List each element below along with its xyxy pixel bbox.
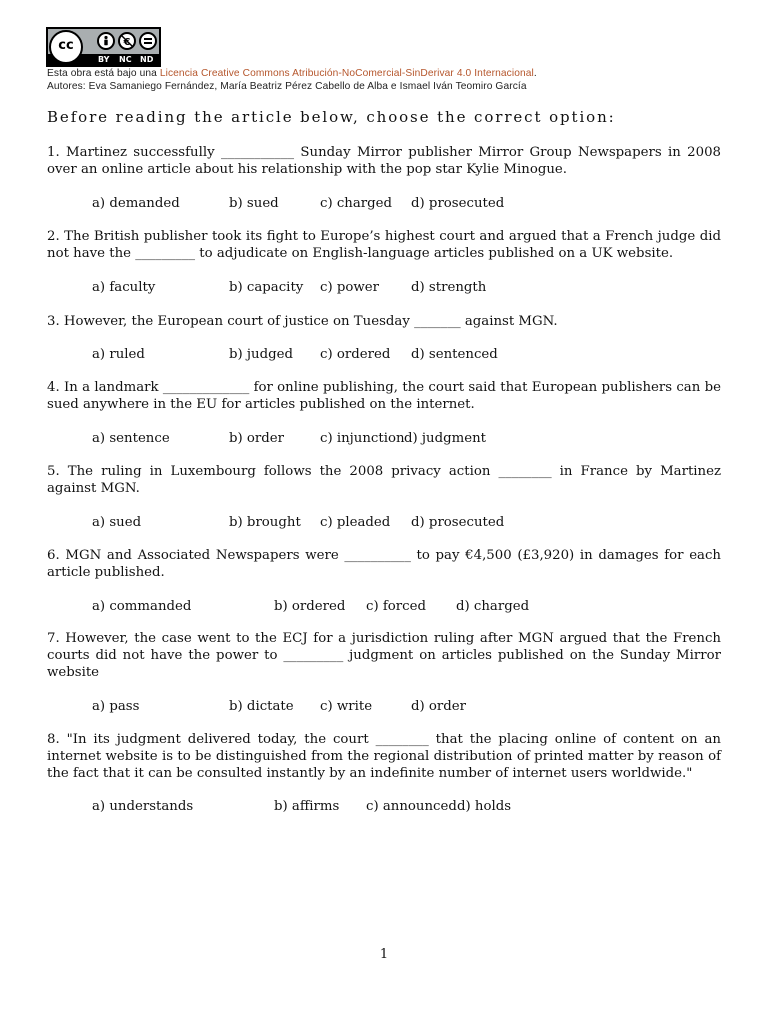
option-c: c) announced — [366, 799, 457, 814]
option-c: c) power — [320, 280, 379, 295]
option-a: a) sentence — [92, 431, 170, 446]
option-d: d) charged — [456, 599, 530, 614]
option-b: b) dictate — [229, 699, 294, 714]
options-8 — [92, 798, 692, 815]
question-2: 2. The British publisher took its fight to Europe’s highest court and argued that a French judge did not have the _________ to adjudicate on English-language articles published on a UK website. — [47, 229, 721, 261]
noncommercial-icon — [118, 32, 136, 50]
option-a: a) demanded — [92, 196, 180, 211]
option-d: d) holds — [457, 799, 512, 814]
option-d: d) prosecuted — [411, 515, 505, 530]
question-4: 4. In a landmark _____________ for online publishing, the court said that European publishers can be sued anywhere in the EU for articles published on the internet. — [47, 380, 721, 412]
option-a: a) ruled — [92, 347, 145, 362]
option-c: c) injunction — [320, 431, 405, 446]
question-8: 8. "In its judgment delivered today, the court ________ that the placing online of content on an internet website is to be distinguished from the regional distribution of printed matter by reason of the fact that it can be consulted instantly by an indefinite number of internet users worldwide." — [47, 732, 721, 781]
option-d: d) prosecuted — [411, 196, 505, 211]
options-4 — [92, 430, 692, 447]
license-prefix: Esta obra está bajo una — [47, 68, 160, 79]
option-b: b) brought — [229, 515, 301, 530]
license-link[interactable]: Licencia Creative Commons Atribución-NoComercial-SinDerivar 4.0 Internacional — [159, 68, 534, 79]
question-1: 1. Martinez successfully ___________ Sunday Mirror publisher Mirror Group Newspapers in 2008 over an online article about his relationship with the pop star Kylie Minogue. — [47, 145, 721, 177]
option-c: c) pleaded — [320, 515, 391, 530]
question-6: 6. MGN and Associated Newspapers were __________ to pay €4,500 (£3,920) in damages for each article published. — [47, 548, 721, 580]
option-b: b) judged — [229, 347, 294, 362]
option-a: a) pass — [92, 699, 140, 714]
option-d: d) strength — [411, 280, 487, 295]
svg-text:€: € — [123, 37, 131, 48]
option-d: d) order — [411, 699, 467, 714]
page-number: 1 — [379, 947, 389, 962]
cc-license-badge[interactable] — [46, 27, 161, 67]
attribution-icon — [97, 32, 115, 50]
license-line — [47, 67, 747, 80]
option-a: a) understands — [92, 799, 194, 814]
option-c: c) forced — [366, 599, 426, 614]
option-b: b) order — [229, 431, 285, 446]
option-b: b) ordered — [274, 599, 346, 614]
cc-logo-icon: cc — [49, 30, 83, 64]
option-b: b) sued — [229, 196, 279, 211]
option-d: d) judgment — [404, 431, 487, 446]
option-c: c) charged — [320, 196, 393, 211]
license-notice — [47, 67, 747, 93]
option-b: b) capacity — [229, 280, 304, 295]
options-2 — [92, 279, 692, 296]
option-c: c) ordered — [320, 347, 391, 362]
options-6 — [92, 598, 692, 615]
options-7 — [92, 698, 692, 715]
option-d: d) sentenced — [411, 347, 498, 362]
cc-tag-nc: NC — [119, 55, 132, 64]
option-c: c) write — [320, 699, 373, 714]
authors-line: Autores: Eva Samaniego Fernández, María Beatriz Pérez Cabello de Alba e Ismael Iván Teomiro García — [47, 81, 527, 92]
question-7: 7. However, the case went to the ECJ for a jurisdiction ruling after MGN argued that the French courts did not have the power to _________ judgment on articles published on the Sunday Mirror website — [47, 631, 721, 680]
cc-tag-nd: ND — [140, 55, 154, 64]
noderivatives-icon — [139, 32, 157, 50]
option-a: a) faculty — [92, 280, 156, 295]
license-suffix: . — [533, 68, 537, 79]
option-b: b) affirms — [274, 799, 340, 814]
options-1 — [92, 195, 692, 212]
question-5: 5. The ruling in Luxembourg follows the 2008 privacy action ________ in France by Martinez against MGN. — [47, 464, 721, 496]
exercise-heading: Before reading the article below, choose the correct option: — [47, 108, 616, 126]
options-5 — [92, 514, 692, 531]
question-3: 3. However, the European court of justice on Tuesday _______ against MGN. — [47, 314, 558, 329]
option-a: a) sued — [92, 515, 142, 530]
option-a: a) commanded — [92, 599, 192, 614]
cc-tag-by: BY — [98, 55, 110, 64]
options-3 — [92, 346, 692, 363]
